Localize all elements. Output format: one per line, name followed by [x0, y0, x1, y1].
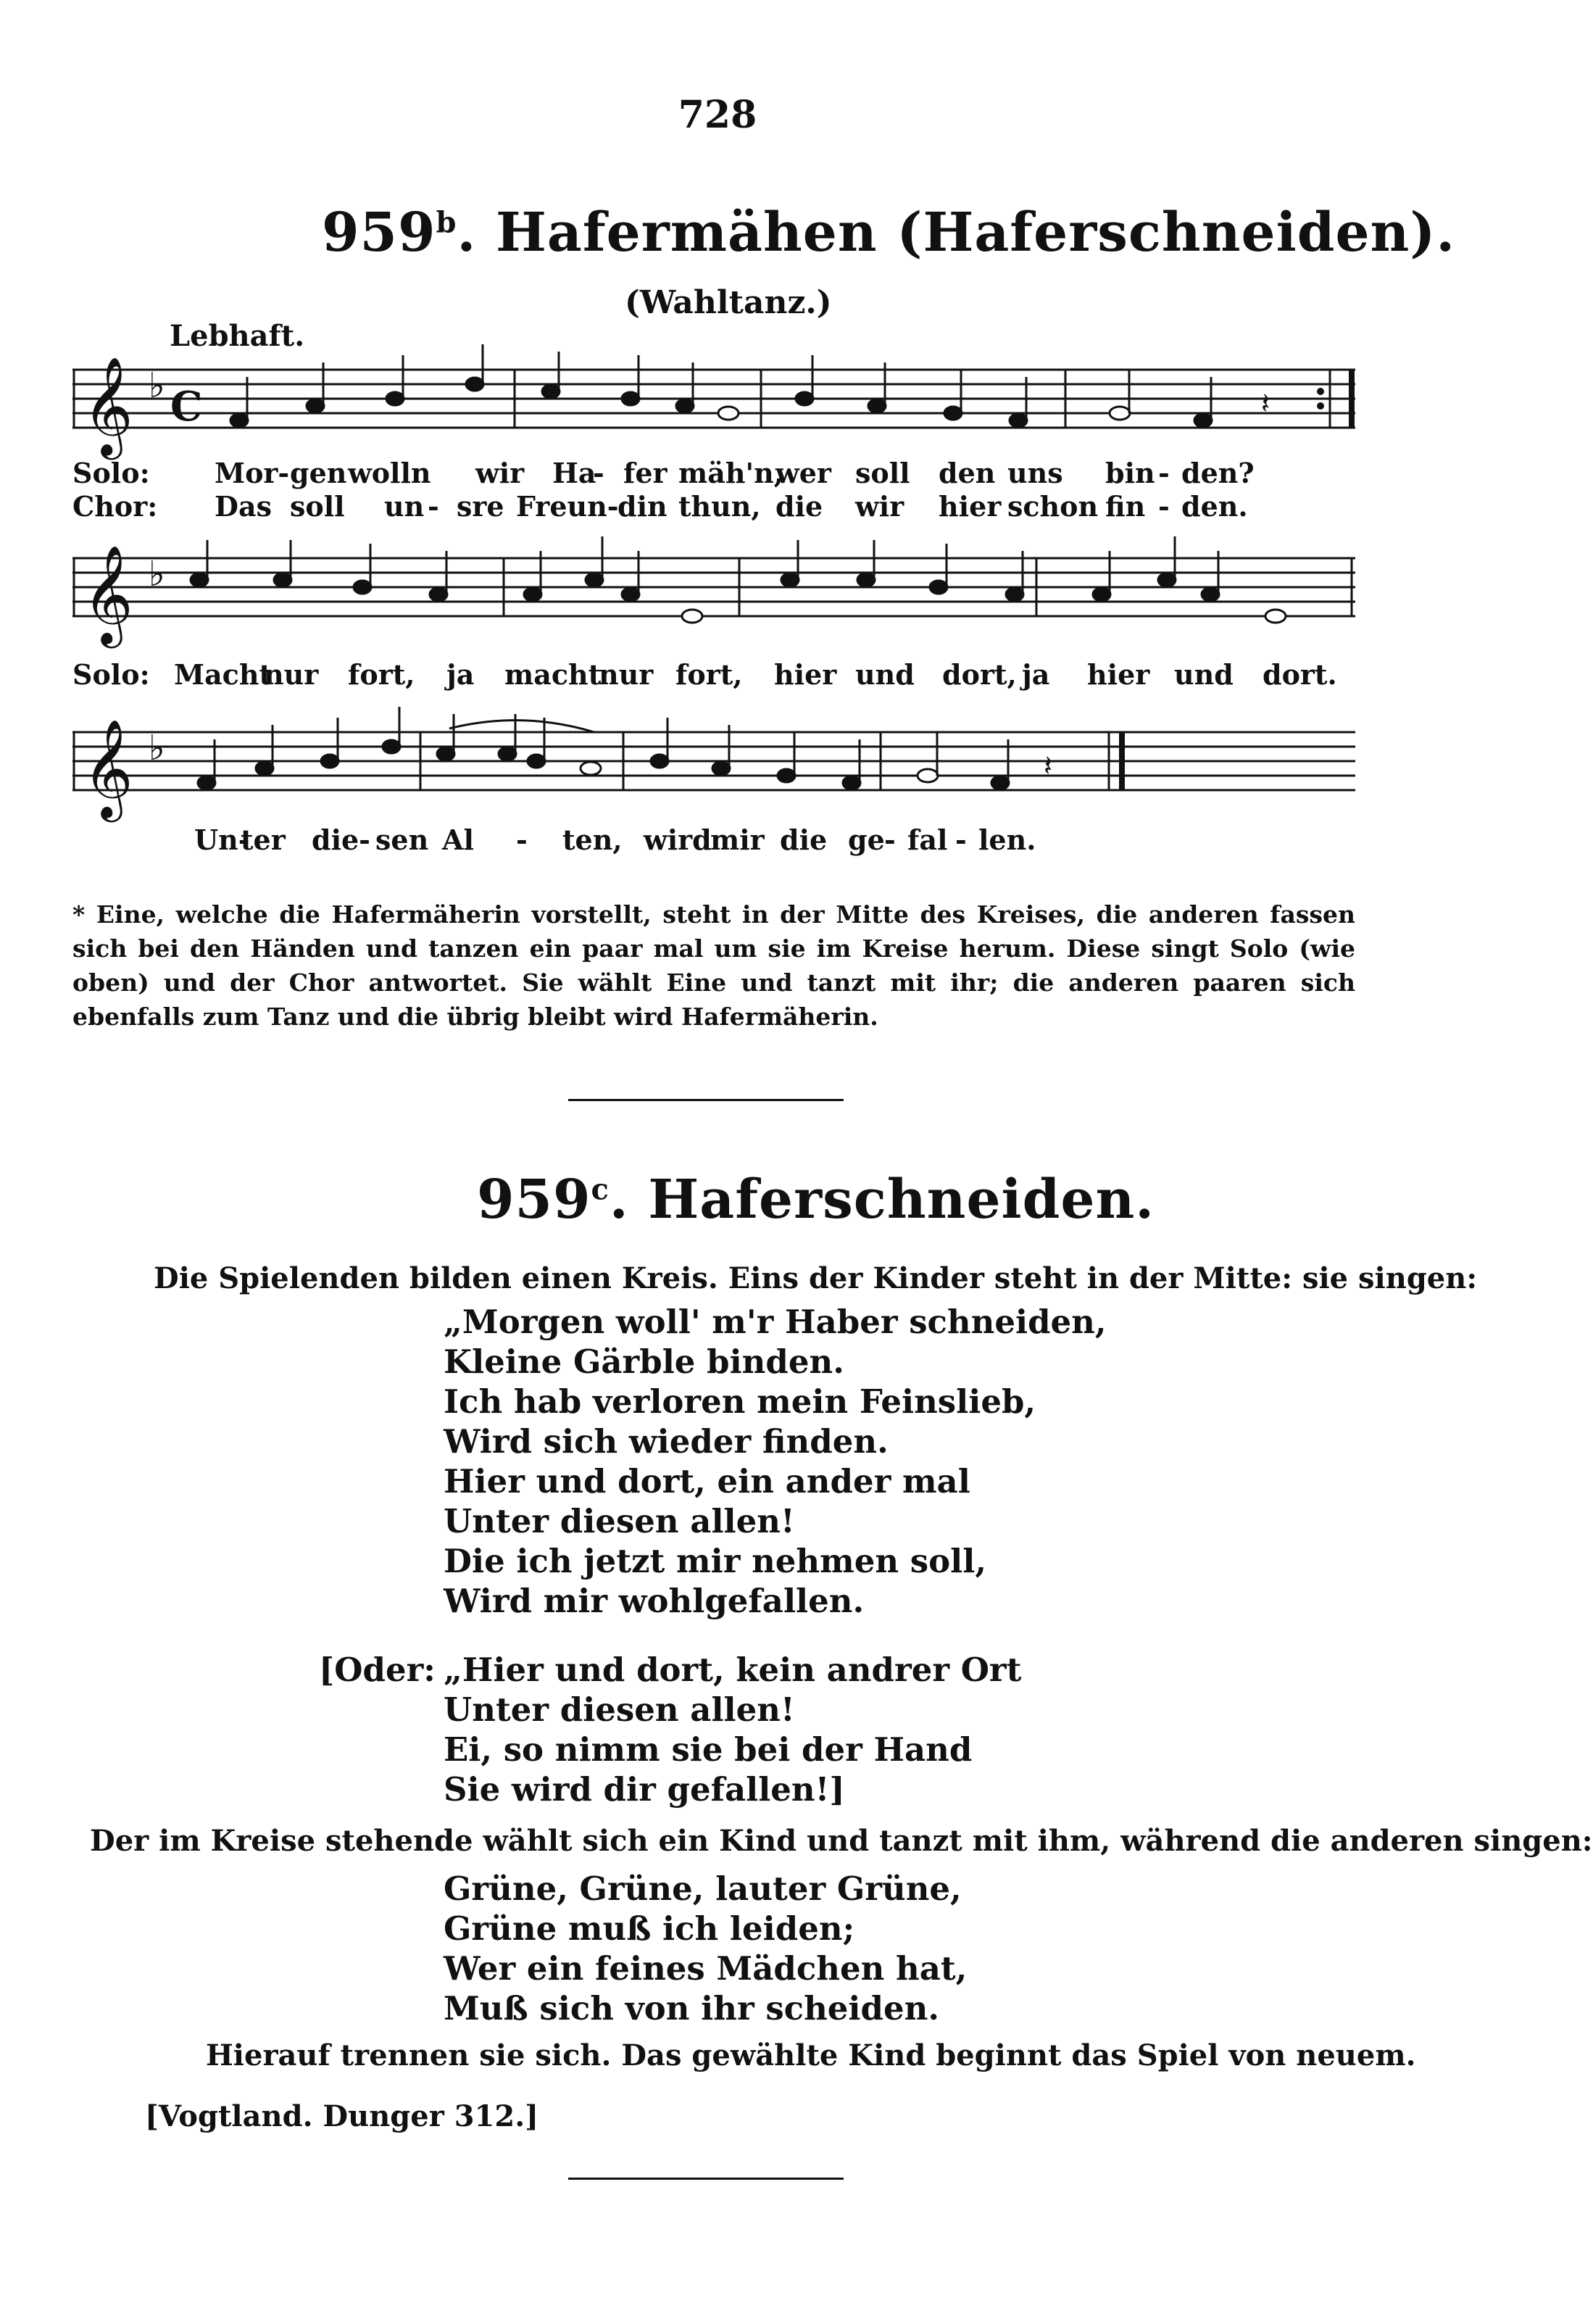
verse-1	[444, 1302, 1107, 1621]
treble-clef-icon: 𝄞	[83, 544, 133, 644]
song-number-suffix: b	[436, 205, 457, 240]
source-citation: [Vogtland. Dunger 312.]	[145, 2099, 539, 2133]
verse-3	[444, 1869, 967, 2028]
song-subtitle: (Wahltanz.)	[625, 284, 832, 321]
verse-line: Ei, so nimm sie bei der Hand	[444, 1730, 973, 1769]
svg-text:𝄽: 𝄽	[1044, 750, 1053, 783]
verse-line: Wird sich wieder finden.	[444, 1422, 889, 1461]
oder-label: [Oder:	[319, 1651, 436, 1689]
verse-line: Wer ein feines Mädchen hat,	[444, 1949, 968, 1988]
verse-line: Wird mir wohlgefallen.	[444, 1582, 865, 1620]
svg-text:𝄽: 𝄽	[1261, 387, 1270, 420]
song-title-text: Hafermähen (Haferschneiden).	[495, 202, 1456, 264]
verse-line: Kleine Gärble binden.	[444, 1342, 844, 1381]
song-title-959b: 959$^b$. Hafermähen (Haferschneiden).	[322, 202, 1456, 264]
outro-text: Hierauf trennen sie sich. Das gewählte Kind beginnt das Spiel von neuem.	[206, 2038, 1416, 2072]
verse-line: Unter diesen allen!	[444, 1502, 795, 1540]
song-number: 959	[322, 202, 436, 264]
music-staff-2	[72, 536, 1363, 645]
flat-icon: ♭	[149, 365, 165, 406]
divider	[568, 1099, 844, 1101]
verse-line: Muß sich von ihr scheiden.	[444, 1989, 939, 2028]
flat-icon: ♭	[149, 728, 165, 768]
verse-line: „Hier und dort, kein andrer Ort	[444, 1651, 1022, 1689]
intro-text: Die Spielenden bilden einen Kreis. Eins der Kinder steht in der Mitte: sie singen:	[154, 1261, 1478, 1295]
lyrics-solo-2: Solo: Macht nur fort, ja macht nur fort, hier und dort, ja hier und dort.	[72, 658, 1337, 691]
song-number: 959	[477, 1169, 591, 1231]
song-title-959c: 959$^c$. Haferschneiden.	[477, 1169, 1155, 1231]
lyrics-chor-1: Chor: Das soll un - sre Freun- din thun, die wir hier schon fin - den.	[72, 490, 1248, 523]
tempo-marking: Lebhaft.	[170, 319, 305, 353]
lyrics-solo-1: Solo: Mor- gen wolln wir Ha - fer mäh'n, wer soll den uns bin - den?	[72, 457, 1255, 489]
common-time-icon: C	[170, 383, 203, 431]
song-number-suffix: c	[591, 1172, 610, 1207]
page-number: 728	[678, 93, 757, 137]
lyrics-3: Un- ter die- sen Al - ten, wird mir die ge - fal - len.	[194, 823, 1036, 856]
middle-text: Der im Kreise stehende wählt sich ein Kind und tanzt mit ihm, während die anderen singen:	[90, 1824, 1593, 1858]
verse-2	[444, 1650, 1021, 1809]
verse-line: Sie wird dir gefallen!]	[444, 1770, 845, 1809]
verse-line: „Morgen woll' m'r Haber schneiden,	[444, 1303, 1107, 1341]
verse-line: Hier und dort, ein ander mal	[444, 1462, 970, 1501]
treble-clef-icon: 𝄞	[83, 718, 133, 818]
footnote: * Eine, welche die Hafermäherin vorstellt, steht in der Mitte des Kreises, die anderen fassen sich bei den Händen und tanzen ein paar mal um sie im Kreise herum. Diese singt Solo (wie oben) und der Chor antwortet. Sie wählt Eine und tanzt mit ihr; die anderen paaren sich ebenfalls zum Tanz und die übrig bleibt wird Hafermäherin.	[72, 900, 1355, 1031]
verse-line: Unter diesen allen!	[444, 1690, 795, 1729]
music-staff-3	[72, 710, 1363, 819]
flat-icon: ♭	[149, 554, 165, 594]
verse-line: Ich hab verloren mein Feinslieb,	[444, 1382, 1036, 1421]
verse-line: Grüne, Grüne, lauter Grüne,	[444, 1869, 962, 1908]
divider	[568, 2178, 844, 2180]
song-title-text: Haferschneiden.	[648, 1169, 1155, 1231]
verse-line: Die ich jetzt mir nehmen soll,	[444, 1542, 986, 1580]
verse-line: Grüne muß ich leiden;	[444, 1909, 855, 1948]
music-staff-1	[72, 348, 1363, 457]
treble-clef-icon: 𝄞	[83, 355, 133, 455]
